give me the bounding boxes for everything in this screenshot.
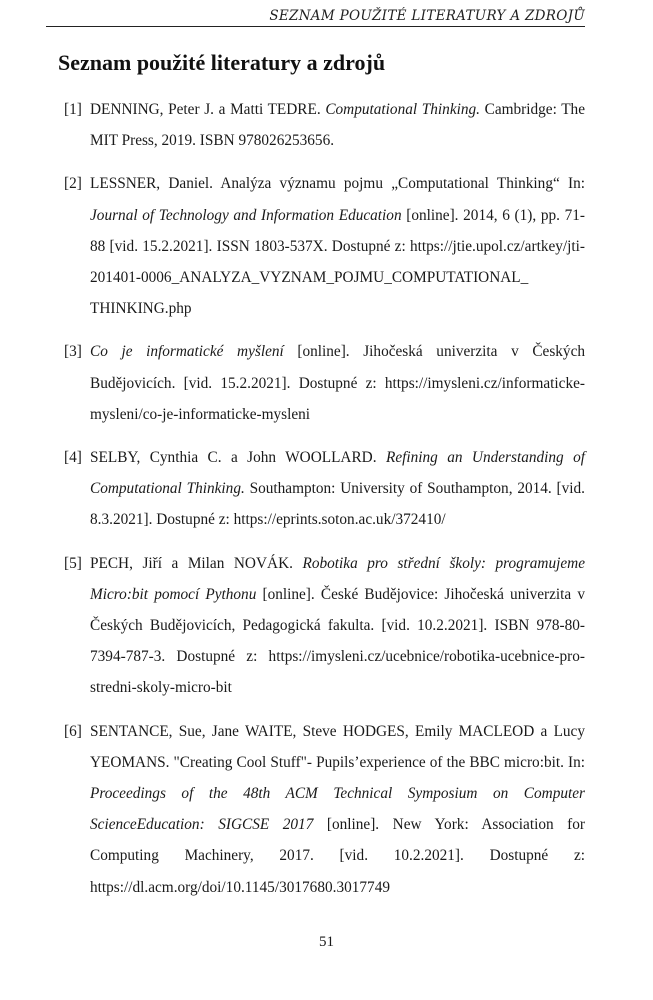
reference-text: PECH, Jiří a Milan NOVÁK. Robotika pro střední školy: programujeme Micro:bit pomocí Pythonu [online]. České Budějovice: Jihočeská univerzita v Českých Budějovicích, Pedagogická fakulta. [vid. 10.2.2021]. ISBN 978-80-7394-787-3. Dostupné z: https://imysleni.cz/ucebnice/robotika-ucebnice-pro-stredni-skoly-micro-bit [90,554,586,697]
bibliography-list [64,94,585,915]
reference-number: [2] [64,175,82,193]
reference-text: SENTANCE, Sue, Jane WAITE, Steve HODGES, Emily MACLEOD a Lucy YEOMANS. "Creating Cool Stuff"- Pupils’experience of the BBC micro:bit. In: Proceedings of the 48th ACM Technical Symposium on Computer ScienceEducation: SIGCSE 2017 [online]. New York: Association for Computing Machinery, 2017. [vid. 10.2.2021]. Dostupné z: https://dl.acm.org/doi/10.1145/3017680.3017749 [90,722,585,896]
reference-entry-4 [64,442,585,536]
reference-text: LESSNER, Daniel. Analýza významu pojmu „Computational Thinking“ In: Journal of Technology and Information Education [online]. 2014, 6 (1), pp. 71-88 [vid. 15.2.2021]. ISSN 1803-537X. Dostupné z: https://jtie.upol.cz/artkey/jti-201401-0006_ANALYZA_VYZNAM_POJMU_COMPUTATIONAL_ THINKING.php [90,175,585,318]
reference-entry-2 [64,168,585,324]
page-title: Seznam použité literatury a zdrojů [58,50,386,75]
header-rule [46,26,585,27]
reference-number: [6] [64,722,82,740]
running-header: SEZNAM POUŽITÉ LITERATURY A ZDROJŮ [269,8,585,24]
reference-entry-6 [64,716,585,903]
reference-entry-3 [64,336,585,430]
page-number: 51 [319,934,334,950]
reference-number: [4] [64,449,82,467]
reference-entry-1 [64,94,585,156]
reference-number: [3] [64,343,82,361]
reference-text: SELBY, Cynthia C. a John WOOLLARD. Refining an Understanding of Computational Thinking. Southampton: University of Southampton, 2014. [vid. 8.3.2021]. Dostupné z: https://eprints.soton.ac.uk/372410/ [90,449,585,529]
reference-number: [5] [64,554,82,572]
reference-number: [1] [64,101,82,118]
reference-text: Co je informatické myšlení [online]. Jihočeská univerzita v Českých Budějovicích. [vid. 15.2.2021]. Dostupné z: https://imysleni.cz/informaticke-mysleni/co-je-informaticke-mysleni [90,343,586,423]
reference-entry-5 [64,548,585,704]
reference-text: DENNING, Peter J. a Matti TEDRE. Computational Thinking. Cambridge: The MIT Press, 2019. ISBN 978026253656. [90,101,585,150]
